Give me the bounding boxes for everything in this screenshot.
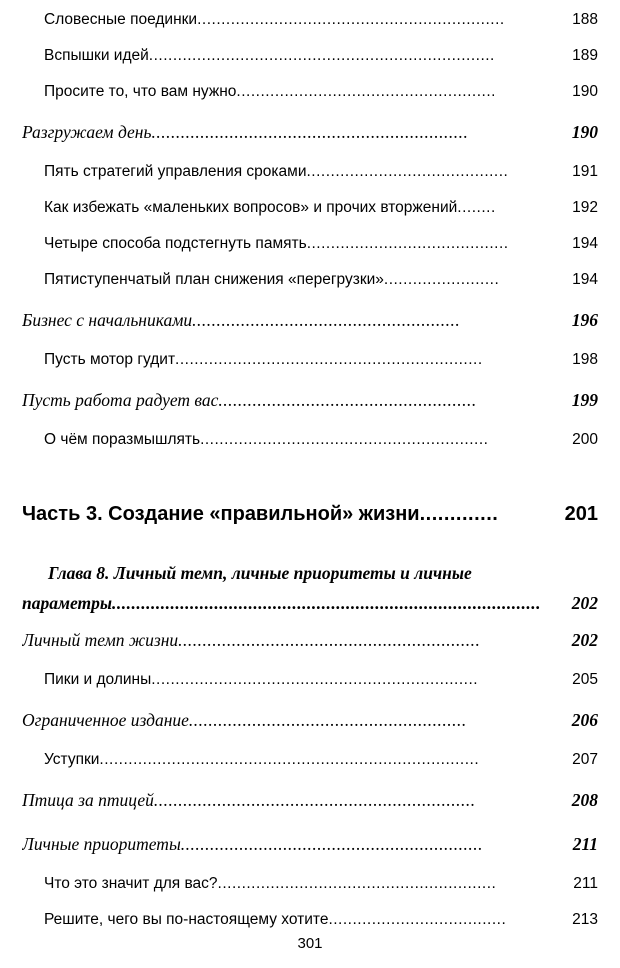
toc-entry[interactable] bbox=[22, 866, 598, 902]
toc-entry-title: Решите, чего вы по-настоящему хотите bbox=[44, 911, 329, 928]
toc-entry[interactable] bbox=[22, 154, 598, 190]
toc-page-number: 202 bbox=[571, 630, 598, 650]
toc-entry-title: Пусть работа радует вас bbox=[22, 390, 219, 410]
toc-entry[interactable] bbox=[22, 226, 598, 262]
toc-entry-title: Пусть мотор гудит bbox=[44, 351, 176, 368]
toc-leader: ........ bbox=[457, 199, 496, 216]
toc-entry[interactable] bbox=[22, 190, 598, 226]
toc-entry-title: О чём поразмышлять bbox=[44, 431, 201, 448]
toc-entry-title: Как избежать «маленьких вопросов» и прочих вторжений bbox=[44, 199, 458, 216]
toc-entry[interactable] bbox=[22, 618, 598, 662]
toc-chapter-line2 bbox=[22, 588, 598, 618]
toc-leader: .............................................................. bbox=[178, 630, 481, 650]
toc-leader: ....................................................... bbox=[192, 310, 461, 330]
toc-leader: ................................................................ bbox=[175, 351, 483, 368]
toc-page-number: 207 bbox=[572, 751, 598, 768]
toc-page-number: 201 bbox=[564, 503, 598, 525]
toc-chapter-heading[interactable] bbox=[22, 558, 598, 618]
toc-page-number: 198 bbox=[572, 351, 598, 368]
toc-leader: ...................................................... bbox=[236, 83, 496, 100]
toc-leader: ......................................................... bbox=[188, 710, 467, 730]
toc-leader: ..................................................... bbox=[218, 390, 477, 410]
toc-page-number: 190 bbox=[572, 83, 598, 100]
toc-entry-title: Бизнес с начальниками bbox=[22, 310, 193, 330]
toc-page-number: 213 bbox=[572, 911, 598, 928]
toc-entry[interactable] bbox=[22, 38, 598, 74]
toc-chapter-title-line1: Глава 8. Личный темп, личные приоритеты и личные bbox=[48, 563, 472, 583]
toc-entry[interactable] bbox=[22, 662, 598, 698]
toc-page-number: 190 bbox=[571, 122, 598, 142]
toc-leader: .......................................................... bbox=[217, 875, 497, 892]
toc-chapter-inner bbox=[22, 558, 598, 618]
toc-leader: ............. bbox=[419, 503, 499, 525]
toc-leader: .................................................................. bbox=[153, 790, 476, 810]
toc-leader: ........................ bbox=[383, 271, 500, 288]
toc-entry-title: Личные приоритеты bbox=[22, 834, 181, 854]
toc-entry[interactable] bbox=[22, 298, 598, 342]
toc-page-number: 200 bbox=[572, 431, 598, 448]
toc-page-number: 211 bbox=[573, 875, 598, 892]
toc-leader: ............................................................ bbox=[200, 431, 489, 448]
toc-leader: ................................................................ bbox=[197, 11, 505, 28]
toc-leader: ..................................... bbox=[328, 911, 507, 928]
toc-entry[interactable] bbox=[22, 74, 598, 110]
toc-entry-title: Ограниченное издание bbox=[22, 710, 189, 730]
toc-entry[interactable] bbox=[22, 2, 598, 38]
toc-entry-title: Словесные поединки bbox=[44, 11, 198, 28]
toc-page-number: 211 bbox=[572, 834, 598, 854]
toc-page-number: 202 bbox=[571, 593, 598, 613]
toc-page-number: 194 bbox=[572, 271, 598, 288]
table-of-contents bbox=[22, 0, 598, 938]
toc-entry-title: Пятиступенчатый план снижения «перегрузки» bbox=[44, 271, 384, 288]
toc-entry[interactable] bbox=[22, 378, 598, 422]
toc-page-number: 194 bbox=[572, 235, 598, 252]
toc-leader: .......................................... bbox=[306, 163, 509, 180]
toc-leader: ........................................................................................ bbox=[112, 593, 542, 613]
toc-entry[interactable] bbox=[22, 698, 598, 742]
toc-page-number: 188 bbox=[572, 11, 598, 28]
toc-leader: ............................................................................... bbox=[99, 751, 480, 768]
toc-page-number: 191 bbox=[572, 163, 598, 180]
toc-leader: ................................................................. bbox=[151, 122, 469, 142]
toc-entry-title: Что это значит для вас? bbox=[44, 875, 218, 892]
toc-page-number: 196 bbox=[571, 310, 598, 330]
toc-page-number: 206 bbox=[571, 710, 598, 730]
toc-leader: .............................................................. bbox=[180, 834, 484, 854]
toc-leader: .................................................................... bbox=[151, 671, 479, 688]
toc-page-number: 199 bbox=[571, 390, 598, 410]
toc-page-number: 208 bbox=[571, 790, 598, 810]
toc-entry-title: Уступки bbox=[44, 751, 100, 768]
toc-entry[interactable] bbox=[22, 422, 598, 458]
toc-entry[interactable] bbox=[22, 262, 598, 298]
toc-entry-title: Птица за птицей bbox=[22, 790, 154, 810]
toc-entry-title: Часть 3. Создание «правильной» жизни bbox=[22, 503, 420, 525]
toc-entry[interactable] bbox=[22, 822, 598, 866]
toc-page-number: 205 bbox=[572, 671, 598, 688]
toc-entry-title: Личный темп жизни bbox=[22, 630, 179, 650]
toc-entry-title: Четыре способа подстегнуть память bbox=[44, 235, 307, 252]
toc-leader: ........................................................................ bbox=[148, 47, 495, 64]
toc-entry-title: Вспышки идей bbox=[44, 47, 149, 64]
toc-chapter-title-line2: параметры bbox=[22, 593, 113, 613]
toc-leader: .......................................... bbox=[306, 235, 509, 252]
page-number-footer: 301 bbox=[297, 935, 323, 952]
toc-entry[interactable] bbox=[22, 110, 598, 154]
toc-page-number: 192 bbox=[572, 199, 598, 216]
toc-entry-title: Пять стратегий управления сроками bbox=[44, 163, 307, 180]
toc-entry[interactable] bbox=[22, 778, 598, 822]
toc-entry[interactable] bbox=[22, 902, 598, 938]
toc-page-number: 189 bbox=[572, 47, 598, 64]
toc-part-heading[interactable] bbox=[22, 484, 598, 544]
toc-entry[interactable] bbox=[22, 742, 598, 778]
toc-entry[interactable] bbox=[22, 342, 598, 378]
toc-entry-title: Разгружаем день bbox=[22, 122, 152, 142]
toc-entry-title: Просите то, что вам нужно bbox=[44, 83, 237, 100]
toc-entry-title: Пики и долины bbox=[44, 671, 152, 688]
